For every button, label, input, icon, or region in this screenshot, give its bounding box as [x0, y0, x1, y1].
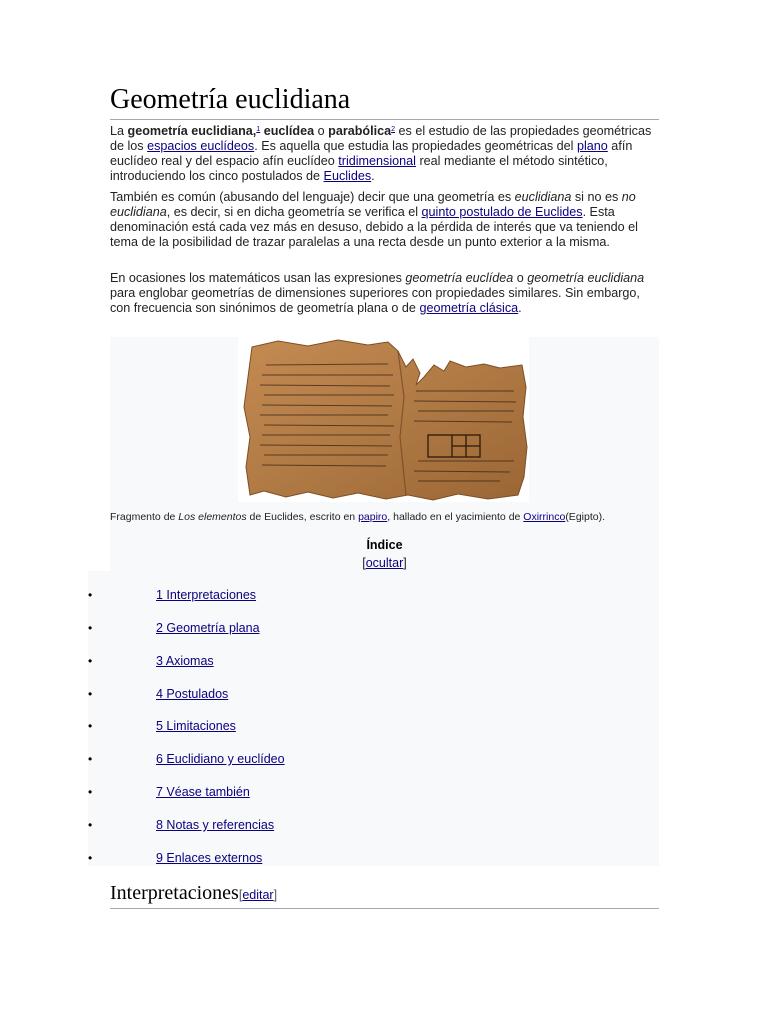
bullet-icon: • [88, 851, 93, 865]
figure-caption [110, 511, 670, 524]
text: real mediante el método sintético, introduciendo los cinco postulados de [110, 154, 608, 183]
italic-term: no euclidiana [110, 190, 636, 219]
bracket: [ [362, 556, 366, 570]
toc-item [88, 718, 588, 734]
edit-section-link[interactable]: editar [242, 888, 274, 902]
bracket: ] [403, 556, 407, 570]
bold-term: euclídea [260, 124, 315, 138]
page-title: Geometría euclidiana [110, 82, 659, 120]
toc-link-axiomas[interactable]: 3 Axiomas [156, 654, 214, 668]
italic-term: geometría euclidiana [527, 271, 645, 285]
reference-1-link[interactable]: 1 [256, 126, 261, 133]
papyrus-image[interactable] [238, 337, 529, 502]
bold-term: geometría euclidiana, [127, 124, 257, 138]
toc-hide-link[interactable]: ocultar [365, 556, 404, 570]
intro-paragraph-2 [110, 190, 659, 250]
text: Fragmento de [110, 511, 179, 523]
section-edit [239, 888, 277, 902]
reference-2-link[interactable]: 2 [391, 126, 396, 133]
plano-link[interactable]: plano [576, 139, 608, 153]
intro-paragraph-3 [110, 271, 659, 316]
text: para englobar geometrías de dimensiones superiores con propiedades similares. Sin embargo, con frecuencia son sinónimos de geometría plana o de [110, 286, 640, 315]
bullet-icon: • [88, 719, 93, 733]
text: afín euclídeo real y del espacio afín euclídeo [110, 139, 633, 168]
figure-container [110, 337, 659, 527]
text: . [371, 169, 375, 183]
toc-item [88, 587, 588, 603]
text: También es común (abusando del lenguaje) decir que una geometría es [110, 190, 515, 204]
euclides-link[interactable]: Euclides [323, 169, 372, 183]
text: . Es aquella que estudia las propiedades geométricas del [254, 139, 577, 153]
bullet-icon: • [88, 818, 93, 832]
bold-term: parabólica [328, 124, 392, 138]
toc-link-notas-y-referencias[interactable]: 8 Notas y referencias [156, 818, 275, 832]
bullet-icon: • [88, 752, 93, 766]
toc-item [88, 784, 588, 800]
text: es el estudio de las propiedades geométricas de los [110, 124, 652, 153]
text: si no es [571, 190, 622, 204]
toc-link-euclidiano-y-euclideo[interactable]: 6 Euclidiano y euclídeo [156, 752, 285, 766]
toc-item [88, 653, 588, 669]
text: , hallado en el yacimiento de [387, 511, 524, 523]
toc-title: Índice [366, 538, 403, 552]
espacios-euclideos-link[interactable]: espacios euclídeos [147, 139, 255, 153]
toc-link-interpretaciones[interactable]: 1 Interpretaciones [156, 588, 257, 602]
section-title: Interpretaciones [110, 882, 239, 904]
text: . Esta denominación está cada vez más en desuso, debido a la pérdida de interés que va teniendo el tema de la posibilidad de trazar paralelas a una recta desde un punto exterior a la misma. [110, 205, 638, 249]
toc-item [88, 850, 588, 866]
quinto-postulado-link[interactable]: quinto postulado de Euclides [421, 205, 583, 219]
toc-link-vease-tambien[interactable]: 7 Véase también [156, 785, 250, 799]
toc-item [88, 620, 588, 636]
text: o [314, 124, 329, 138]
italic-term: euclidiana [514, 190, 572, 204]
italic-term: geometría euclídea [405, 271, 514, 285]
text: La [110, 124, 128, 138]
toc-item [88, 686, 588, 702]
geometria-clasica-link[interactable]: geometría clásica [419, 301, 519, 315]
bullet-icon: • [88, 785, 93, 799]
oxirrinco-link[interactable]: Oxirrinco [523, 511, 566, 523]
toc-link-enlaces-externos[interactable]: 9 Enlaces externos [156, 851, 263, 865]
bracket: ] [273, 888, 278, 902]
tridimensional-link[interactable]: tridimensional [338, 154, 416, 168]
bullet-icon: • [88, 687, 93, 701]
text: o [513, 271, 528, 285]
papyrus-fragment-illustration [238, 337, 529, 502]
papiro-link[interactable]: papiro [358, 511, 388, 523]
text: En ocasiones los matemáticos usan las expresiones [110, 271, 406, 285]
text: de Euclides, escrito en [246, 511, 359, 523]
toc-link-geometria-plana[interactable]: 2 Geometría plana [156, 621, 260, 635]
text: (Egipto). [565, 511, 605, 523]
intro-paragraph-1 [110, 124, 659, 184]
bullet-icon: • [88, 654, 93, 668]
toc-item [88, 751, 588, 767]
bracket: [ [238, 888, 243, 902]
toc-item [88, 817, 588, 833]
italic-term: Los elementos [178, 511, 247, 523]
text: , es decir, si en dicha geometría se verifica el [166, 205, 422, 219]
toc-toggle [110, 556, 659, 570]
section-heading-interpretaciones [110, 880, 659, 909]
text: . [518, 301, 522, 315]
toc-link-limitaciones[interactable]: 5 Limitaciones [156, 719, 236, 733]
bullet-icon: • [88, 588, 93, 602]
bullet-icon: • [88, 621, 93, 635]
toc-link-postulados[interactable]: 4 Postulados [156, 687, 229, 701]
